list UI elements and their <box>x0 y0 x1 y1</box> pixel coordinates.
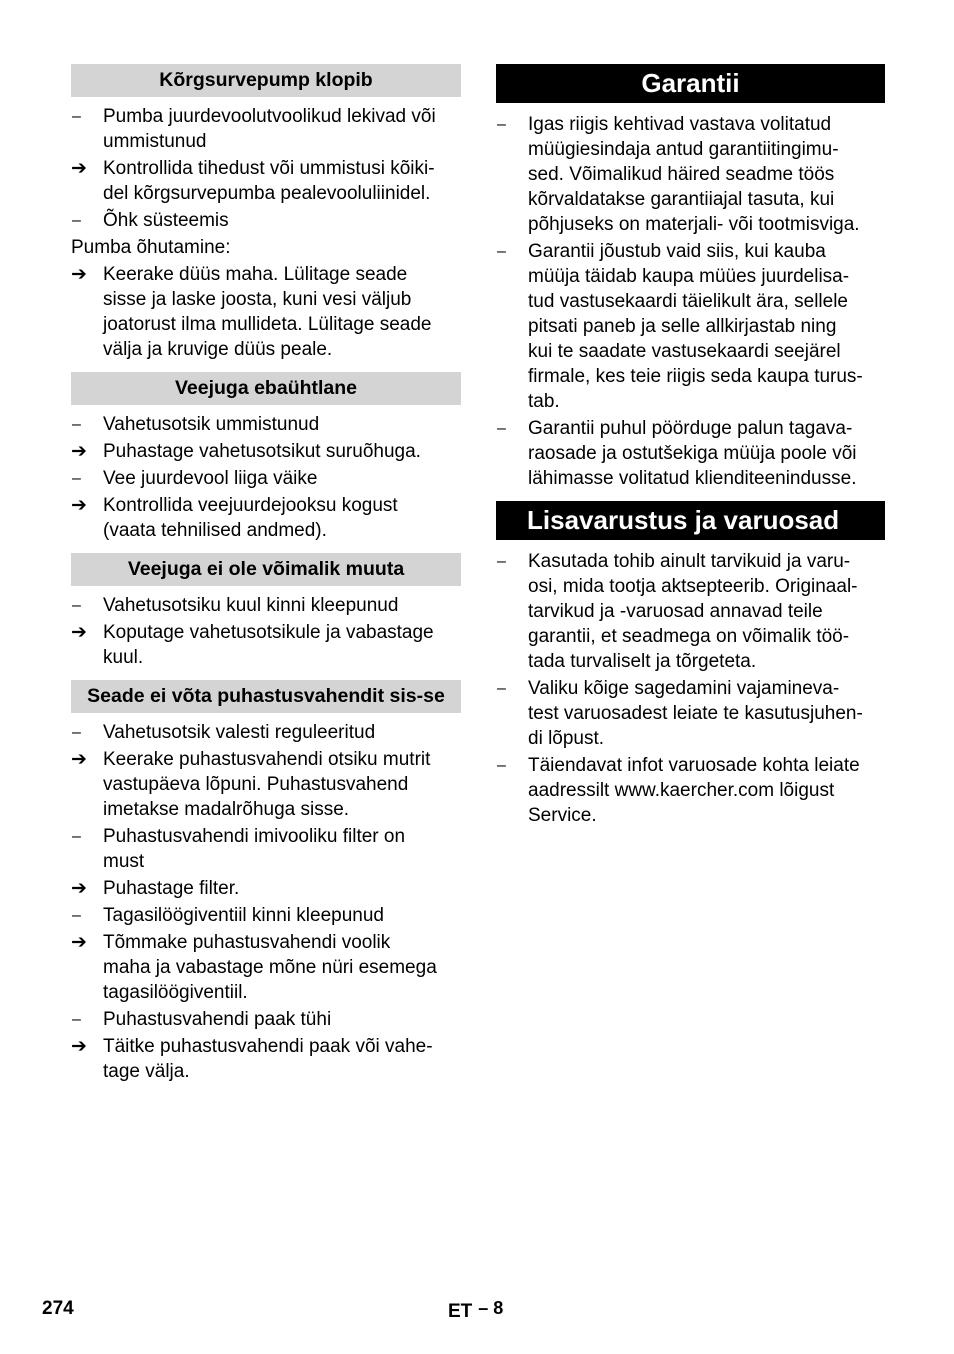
arrow-right-icon: ➔ <box>71 1036 87 1057</box>
cause-item <box>71 104 461 154</box>
arrow-right-icon: ➔ <box>71 878 87 899</box>
dash-icon: – <box>497 553 506 570</box>
dash-icon: – <box>497 243 506 260</box>
text-line: Vahetusotsik ummistunud <box>103 414 320 435</box>
text-line: Service. <box>528 805 597 826</box>
text-line: garantii, et seadmega on võimalik töö- <box>528 626 850 647</box>
dash-icon: – <box>497 116 506 133</box>
text-line: Pumba juurdevoolutvoolikud lekivad või <box>103 106 436 127</box>
text-line: sed. Võimalikud häired seadme töös <box>528 164 835 185</box>
text-line: tarvikud ja -varuosad annavad teile <box>528 601 823 622</box>
section-veejuga-ei-ole-voimalik-muuta <box>71 553 461 670</box>
language-code: ET <box>448 1301 473 1322</box>
cause-item <box>496 112 885 237</box>
text-line: Vahetusotsik valesti reguleeritud <box>103 722 376 743</box>
cause-item <box>71 412 461 437</box>
action-item <box>71 747 461 822</box>
text-line: põhjuseks on materjali- või tootmisviga. <box>528 214 860 235</box>
dash-icon: – <box>72 470 81 487</box>
cause-item <box>71 1007 461 1032</box>
action-item <box>71 1034 461 1084</box>
page-footer-label <box>448 1298 503 1323</box>
dash-icon: – <box>497 757 506 774</box>
section-seade-ei-vota-puhastusvahendit-sis-se <box>71 680 461 1084</box>
text-line: tada turvaliselt ja tõrgeteta. <box>528 651 757 672</box>
text-line: kõrvaldatakse garantiiajal tasuta, kui <box>528 189 835 210</box>
text-line: Puhastage filter. <box>103 878 240 899</box>
dash-icon: – <box>72 828 81 845</box>
action-item <box>71 156 461 206</box>
text-line: di lõpust. <box>528 728 605 749</box>
text-line: aadressilt www.kaercher.com lõigust <box>528 780 835 801</box>
section-heading: Garantii <box>496 64 885 103</box>
text-line: Puhastusvahendi imivooliku filter on <box>103 826 406 847</box>
text-line: Igas riigis kehtivad vastava volitatud <box>528 114 832 135</box>
arrow-right-icon: ➔ <box>71 158 87 179</box>
arrow-right-icon: ➔ <box>71 749 87 770</box>
section-garantii <box>496 64 885 491</box>
text-line: raosade ja ostutšekiga müüja poole või <box>528 443 857 464</box>
text-line: Garantii puhul pöörduge palun tagava- <box>528 418 853 439</box>
text-line: Kontrollida veejuurdejooksu kogust <box>103 495 398 516</box>
page-number: 274 <box>42 1298 74 1319</box>
dash-icon: – <box>72 907 81 924</box>
arrow-right-icon: ➔ <box>71 622 87 643</box>
section-heading: Veejuga ei ole võimalik muuta <box>71 553 461 586</box>
text-line: tage välja. <box>103 1061 190 1082</box>
dash-icon: – <box>72 212 81 229</box>
action-item <box>71 262 461 362</box>
text-line: must <box>103 851 145 872</box>
text-line: tab. <box>528 391 560 412</box>
text-line: Puhastage vahetusotsikut suruõhuga. <box>103 441 421 462</box>
action-item <box>71 493 461 543</box>
section-veejuga-ebauhtlane <box>71 372 461 543</box>
text-line: Garantii jõustub vaid siis, kui kauba <box>528 241 826 262</box>
text-line: Vahetusotsiku kuul kinni kleepunud <box>103 595 399 616</box>
dash-icon: – <box>72 724 81 741</box>
text-line: Vee juurdevool liiga väike <box>103 468 318 489</box>
dash-icon: – <box>72 108 81 125</box>
text-line: ummistunud <box>103 131 207 152</box>
cause-item <box>71 824 461 874</box>
section-lisavarustus-ja-varuosad <box>496 501 885 828</box>
text-line: Täitke puhastusvahendi paak või vahe- <box>103 1036 433 1057</box>
section-heading: Seade ei võta puhastusvahendit sis-se <box>71 680 461 713</box>
right-column <box>496 64 885 838</box>
left-column <box>71 64 461 1094</box>
text-line: osi, mida tootja aktsepteerib. Originaal- <box>528 576 858 597</box>
text-line: test varuosadest leiate te kasutusjuhen- <box>528 703 863 724</box>
cause-item <box>71 208 461 233</box>
text-line: tud vastusekaardi täielikult ära, sellele <box>528 291 849 312</box>
action-item <box>71 876 461 901</box>
dash-icon: – <box>72 597 81 614</box>
dash-icon: – <box>72 1011 81 1028</box>
text-line: Keerake düüs maha. Lülitage seade <box>103 264 408 285</box>
arrow-right-icon: ➔ <box>71 441 87 462</box>
arrow-right-icon: ➔ <box>71 932 87 953</box>
text-line: Õhk süsteemis <box>103 210 229 231</box>
text-line: Tagasilöögiventiil kinni kleepunud <box>103 905 384 926</box>
text-line: Tõmmake puhastusvahendi voolik <box>103 932 391 953</box>
text-line: pitsati paneb ja selle allkirjastab ning <box>528 316 837 337</box>
text-line: välja ja kruvige düüs peale. <box>103 339 333 360</box>
action-item <box>71 620 461 670</box>
text-line: Keerake puhastusvahendi otsiku mutrit <box>103 749 431 770</box>
text-line: (vaata tehnilised andmed). <box>103 520 327 541</box>
text-line: imetakse madalrõhuga sisse. <box>103 799 350 820</box>
text-line: Kasutada tohib ainult tarvikuid ja varu- <box>528 551 851 572</box>
text-line: Valiku kõige sagedamini vajamineva- <box>528 678 840 699</box>
arrow-right-icon: ➔ <box>71 495 87 516</box>
text-line: sisse ja laske joosta, kuni vesi väljub <box>103 289 412 310</box>
cause-item <box>496 676 885 751</box>
section-heading: Kõrgsurvepump klopib <box>71 64 461 97</box>
text-line: del kõrgsurvepumba pealevooluliinidel. <box>103 183 431 204</box>
cause-item <box>71 903 461 928</box>
text-line: Koputage vahetusotsikule ja vabastage <box>103 622 434 643</box>
action-item <box>71 439 461 464</box>
section-korgsurvepump-klopib <box>71 64 461 362</box>
cause-item <box>71 466 461 491</box>
text-line: Kontrollida tihedust või ummistusi kõiki- <box>103 158 435 179</box>
section-page: – 8 <box>478 1298 504 1318</box>
text-line: vastupäeva lõpuni. Puhastusvahend <box>103 774 409 795</box>
dash-icon: – <box>497 420 506 437</box>
section-heading: Veejuga ebaühtlane <box>71 372 461 405</box>
text-line: Pumba õhutamine: <box>71 237 231 258</box>
cause-item <box>496 549 885 674</box>
text-line: müügiesindaja antud garantiitingimu- <box>528 139 839 160</box>
cause-item <box>71 720 461 745</box>
paragraph <box>71 235 461 260</box>
cause-item <box>71 593 461 618</box>
arrow-right-icon: ➔ <box>71 264 87 285</box>
cause-item <box>496 239 885 414</box>
text-line: Täiendavat infot varuosade kohta leiate <box>528 755 860 776</box>
dash-icon: – <box>72 416 81 433</box>
text-line: maha ja vabastage mõne nüri esemega <box>103 957 437 978</box>
text-line: joatorust ilma mullideta. Lülitage seade <box>103 314 432 335</box>
text-line: müüja täidab kaupa müües juurdelisa- <box>528 266 850 287</box>
text-line: Puhastusvahendi paak tühi <box>103 1009 332 1030</box>
text-line: lähimasse volitatud klienditeenindusse. <box>528 468 857 489</box>
text-line: tagasilöögiventiil. <box>103 982 248 1003</box>
section-heading: Lisavarustus ja varuosad <box>496 501 885 540</box>
text-line: kuul. <box>103 647 144 668</box>
dash-icon: – <box>497 680 506 697</box>
cause-item <box>496 416 885 491</box>
text-line: firmale, kes teie riigis seda kaupa turus- <box>528 366 863 387</box>
text-line: kui te saadate vastusekaardi seejärel <box>528 341 841 362</box>
cause-item <box>496 753 885 828</box>
action-item <box>71 930 461 1005</box>
